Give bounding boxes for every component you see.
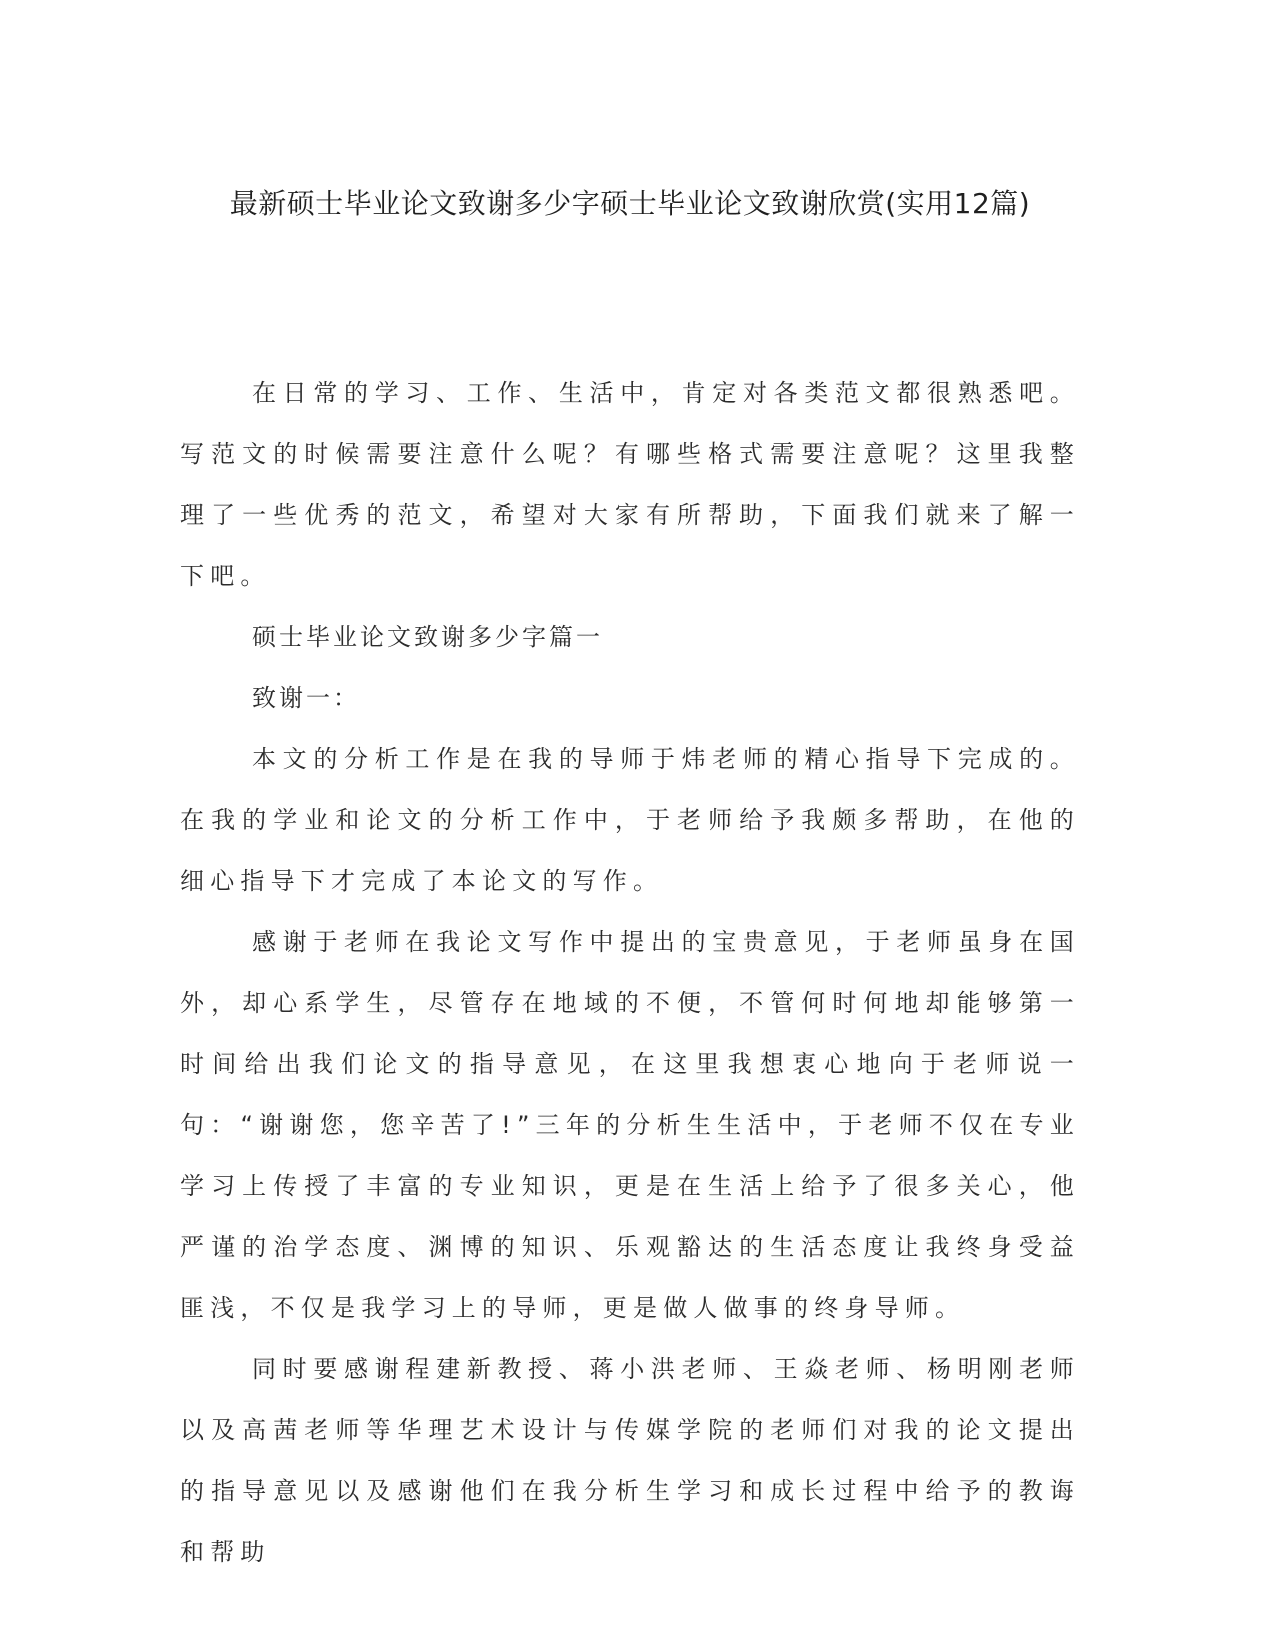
document-body [180,363,1080,1583]
document-title: 最新硕士毕业论文致谢多少字硕士毕业论文致谢欣赏(实用12篇) [229,187,1031,220]
body-paragraph: 同时要感谢程建新教授、蒋小洪老师、王焱老师、杨明刚老师以及高茜老师等华理艺术设计与传媒学院的老师们对我的论文提出的指导意见以及感谢他们在我分析生学习和成长过程中给予的教诲和帮助 [180,1355,1080,1566]
intro-paragraph: 在日常的学习、工作、生活中，肯定对各类范文都很熟悉吧。写范文的时候需要注意什么呢？有哪些格式需要注意呢？这里我整理了一些优秀的范文，希望对大家有所帮助，下面我们就来了解一下吧。 [180,379,1080,590]
subsection-label: 致谢一： [252,684,360,712]
body-paragraph: 本文的分析工作是在我的导师于炜老师的精心指导下完成的。在我的学业和论文的分析工作中，于老师给予我颇多帮助，在他的细心指导下才完成了本论文的写作。 [180,745,1080,895]
body-paragraph: 感谢于老师在我论文写作中提出的宝贵意见，于老师虽身在国外，却心系学生，尽管存在地域的不便，不管何时何地却能够第一时间给出我们论文的指导意见，在这里我想衷心地向于老师说一句：“谢谢您，您辛苦了!”三年的分析生生活中，于老师不仅在专业学习上传授了丰富的专业知识，更是在生活上给予了很多关心，他严谨的治学态度、渊博的知识、乐观豁达的生活态度让我终身受益匪浅，不仅是我学习上的导师，更是做人做事的终身导师。 [180,928,1080,1322]
section-heading: 硕士毕业论文致谢多少字篇一 [252,623,603,651]
